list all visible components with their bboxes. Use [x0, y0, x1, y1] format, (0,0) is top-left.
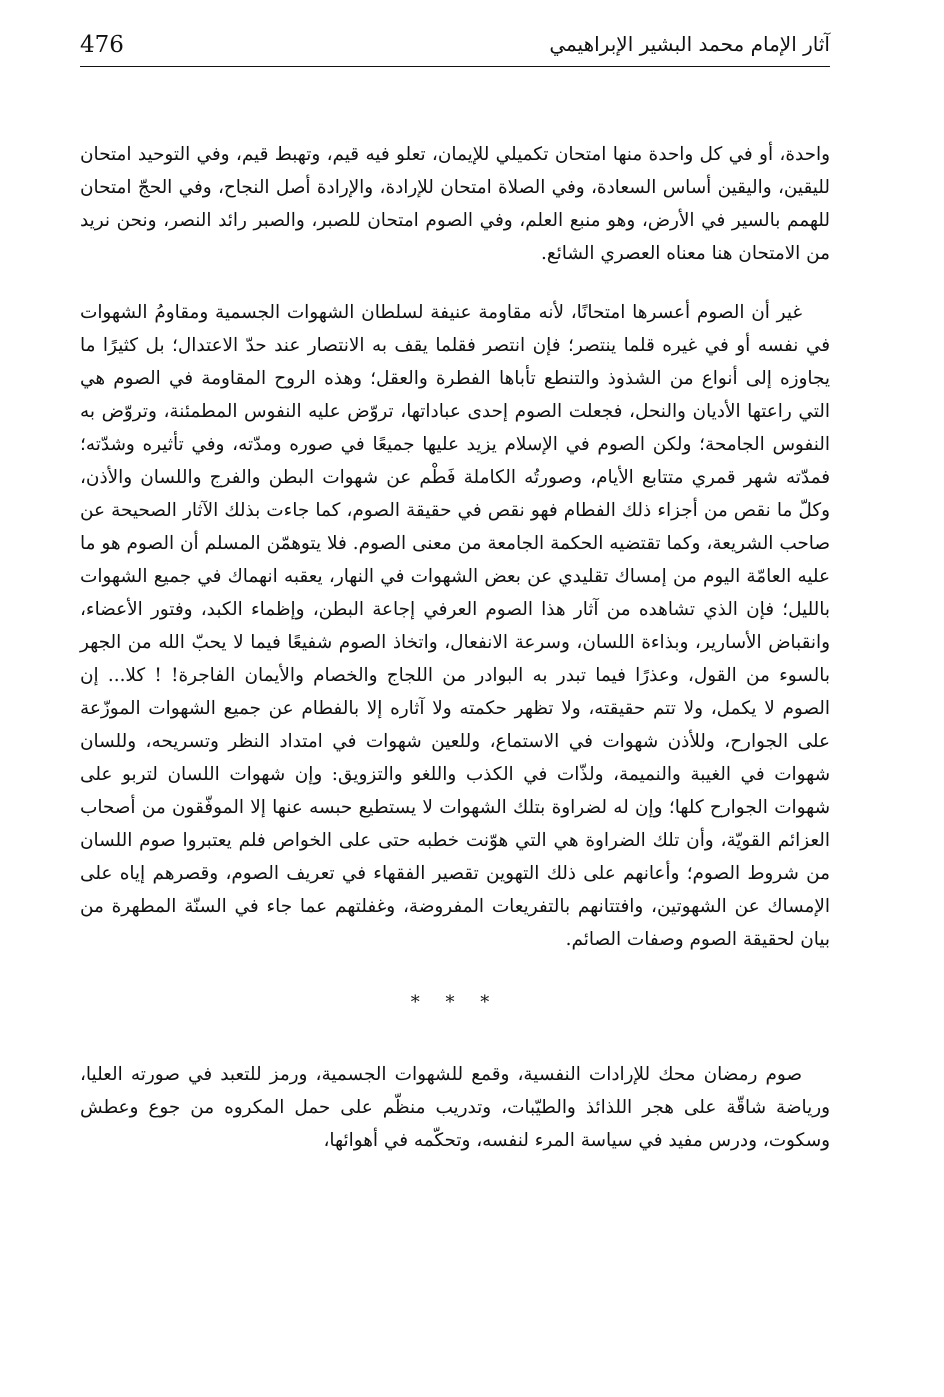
- paragraph-3: صوم رمضان محك للإرادات النفسية، وقمع للشهوات الجسمية، ورمز للتعبد في صورته العليا، ورياضة شاقّة على هجر اللذائذ والطيّبات، وتدريب منظّم على حمل المكروه من جوع وعطش وسكوت، ودرس مفيد في سياسة المرء لنفسه، وتحكّمه في أهوائها،: [80, 1064, 830, 1151]
- book-page: [80, 30, 830, 1157]
- paragraph-1: واحدة، أو في كل واحدة منها امتحان تكميلي للإيمان، تعلو فيه قيم، وتهبط قيم، وفي التوحيد امتحان لليقين، واليقين أساس السعادة، وفي الصلاة امتحان للإرادة، والإرادة أصل النجاح، وفي الحجّ امتحان للهمم بالسير في الأرض، وهو منبع العلم، وفي الصوم امتحان للصبر، والصبر رائد النصر، ونحن نريد من الامتحان هنا معناه العصري الشائع.: [80, 144, 830, 264]
- running-title: آثار الإمام محمد البشير الإبراهيمي: [549, 32, 830, 56]
- page-number: 476: [80, 32, 124, 58]
- section-separator: * * *: [410, 992, 500, 1013]
- header-rule: [80, 66, 830, 67]
- page-header: [80, 30, 830, 70]
- paragraph-2: غير أن الصوم أعسرها امتحانًا، لأنه مقاومة عنيفة لسلطان الشهوات الجسمية ومقاومُ الشهوات في نفسه أو في غيره قلما ينتصر؛ فإن انتصر فقلما يقف به الانتصار عند حدّ الاعتدال؛ بل كثيرًا ما يجاوزه إلى أنواع من الشذوذ والتنطع تأباها الفطرة والعقل؛ وهذه الروح المقاومة في الصوم هي التي راعتها الأديان والنحل، فجعلت الصوم إحدى عباداتها، تروّض عليه النفوس المطمئنة، وتروّض به النفوس الجامحة؛ ولكن الصوم في الإسلام يزيد عليها جميعًا في صوره ومدّته، وفي تأثيره وشدّته؛ فمدّته شهر قمري متتابع الأيام، وصورتُه الكاملة فَطْم عن شهوات البطن والفرج واللسان والأذن، وكلّ ما نقص من أجزاء ذلك الفطام فهو نقص في حقيقة الصوم، كما جاءت بذلك الآثار الصحيحة عن صاحب الشريعة، وكما تقتضيه الحكمة الجامعة من معنى الصوم. فلا يتوهمّن المسلم أن الصوم هو ما عليه العامّة اليوم من إمساك تقليدي عن بعض الشهوات في النهار، يعقبه انهماك في جميع الشهوات بالليل؛ فإن الذي تشاهده من آثار هذا الصوم العرفي إجاعة البطن، وإظماء الكبد، وفتور الأعضاء، وانقباض الأسارير، وبذاءة اللسان، وسرعة الانفعال، واتخاذ الصوم شفيعًا فيما لا يحبّ الله من الجهر بالسوء من القول، وعذرًا فيما تبدر به البوادر من اللجاج والخصام والأيمان الفاجرة! ! كلا... إن الصوم لا يكمل، ولا تتم حقيقته، ولا تظهر حكمته ولا آثاره إلا بالفطام عن جميع الشهوات الموزّعة على الجوارح، وللأذن شهوات في الاستماع، وللعين شهوات في امتداد النظر وتسريحه، وللسان شهوات في الغيبة والنميمة، ولذّات في الكذب واللغو والتزويق: وإن شهوات اللسان لتربو على شهوات الجوارح كلها؛ وإن له لضراوة بتلك الشهوات لا يستطيع حبسه عنها إلا الموفّقون من أصحاب العزائم القويّة، وأن تلك الضراوة هي التي هوّنت خطبه حتى على الخواص فلم يعتبروا صوم اللسان من شروط الصوم؛ وأعانهم على ذلك التهوين تقصير الفقهاء في تعريف الصوم، وقصرهم إياه على الإمساك عن الشهوتين، وافتتانهم بالتفريعات المفروضة، وغفلتهم عما جاء في السنّة المطهرة من بيان لحقيقة الصوم وصفات الصائم.: [80, 302, 830, 950]
